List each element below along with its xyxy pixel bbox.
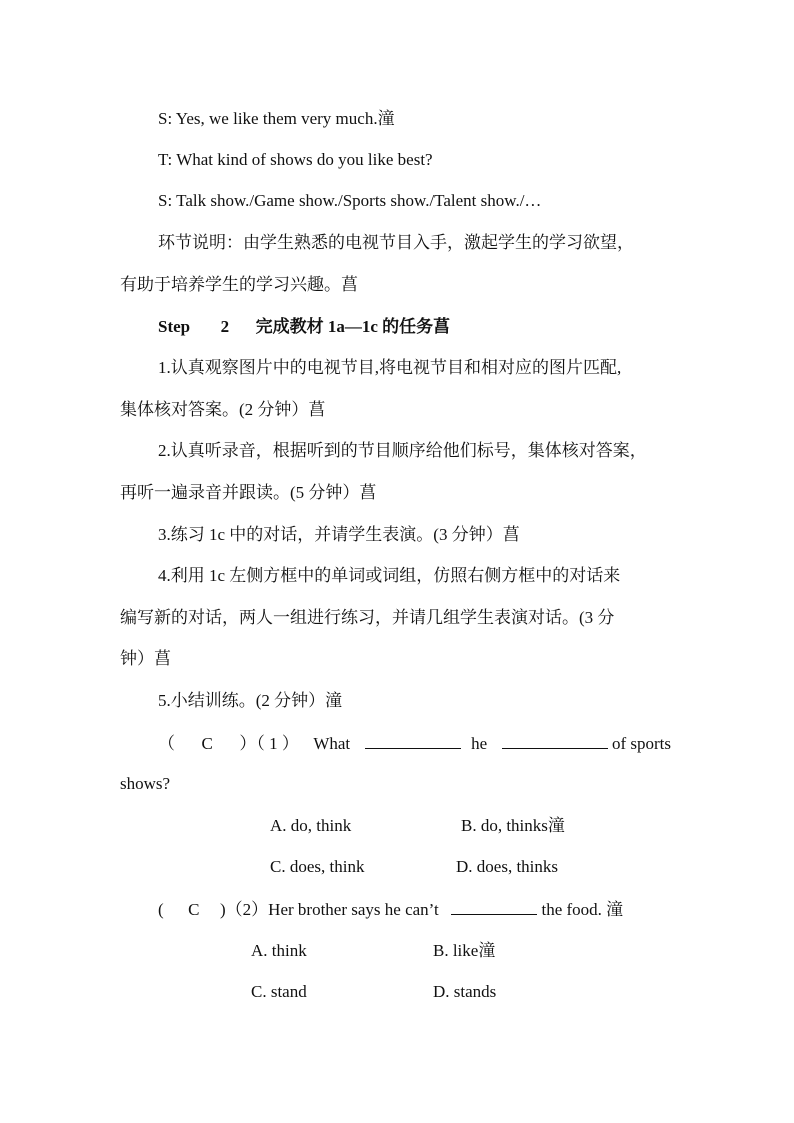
task-4-line-3: 钟）菖 — [120, 649, 171, 668]
dialogue-line-2: T: What kind of shows do you like best? — [158, 150, 433, 169]
q1-text-what: What — [313, 734, 351, 753]
task-4-line-2: 编写新的对话，两人一组进行练习，并请几组学生表演对话。(3 分 — [120, 608, 615, 627]
task-1-line-1: 1.认真观察图片中的电视节目,将电视节目和相对应的图片匹配, — [158, 358, 622, 377]
q2-option-c: C. stand — [251, 982, 307, 1001]
q2-paren-close: )（2）Her brother says he can’t — [220, 900, 439, 919]
step-title: 完成教材 1a—1c 的任务菖 — [255, 317, 451, 336]
q1-paren-open: （ — [158, 734, 175, 753]
q1-paren-close: ）（ 1 ） — [239, 734, 299, 753]
q2-paren-open: ( — [158, 900, 164, 919]
step-heading — [158, 316, 450, 338]
q2-text-end: the food. 潼 — [541, 900, 624, 919]
q1-answer: C — [201, 734, 213, 753]
q1-option-c: C. does, think — [270, 857, 365, 876]
q1-text-of-sports: of sports — [611, 734, 671, 753]
dialogue-line-1: S: Yes, we like them very much.潼 — [158, 109, 395, 128]
q2-option-d: D. stands — [433, 982, 497, 1001]
step-label: Step — [158, 317, 191, 336]
q1-option-a: A. do, think — [270, 816, 352, 835]
step-number: 2 — [220, 317, 230, 336]
task-5-line: 5.小结训练。(2 分钟）潼 — [158, 691, 343, 710]
question-1-line — [158, 732, 671, 755]
task-1-line-2: 集体核对答案。(2 分钟）菖 — [120, 400, 326, 419]
dialogue-line-3: S: Talk show./Game show./Sports show./Talent show./… — [158, 191, 542, 210]
q1-text-he: he — [471, 734, 488, 753]
section-note-line-2: 有助于培养学生的学习兴趣。菖 — [120, 275, 358, 294]
task-2-line-1: 2.认真听录音，根据听到的节目顺序给他们标号，集体核对答案， — [158, 441, 647, 460]
task-3-line: 3.练习 1c 中的对话，并请学生表演。(3 分钟）菖 — [158, 525, 520, 544]
question-1-line-2: shows? — [120, 774, 171, 793]
q2-option-a: A. think — [251, 941, 307, 960]
q2-answer: C — [188, 900, 200, 919]
q1-option-d: D. does, thinks — [456, 857, 558, 876]
task-4-line-1: 4.利用 1c 左侧方框中的单词或词组，仿照右侧方框中的对话来 — [158, 566, 621, 585]
task-2-line-2: 再听一遍录音并跟读。(5 分钟）菖 — [120, 483, 377, 502]
q2-option-b: B. like潼 — [433, 941, 496, 960]
q1-option-b: B. do, thinks潼 — [461, 816, 565, 835]
q1-blank-1 — [365, 732, 461, 749]
q1-blank-2 — [502, 732, 608, 749]
section-note-line-1: 环节说明：由学生熟悉的电视节目入手，激起学生的学习欲望， — [158, 233, 634, 252]
question-2-line — [158, 898, 623, 921]
q2-blank — [451, 898, 537, 915]
